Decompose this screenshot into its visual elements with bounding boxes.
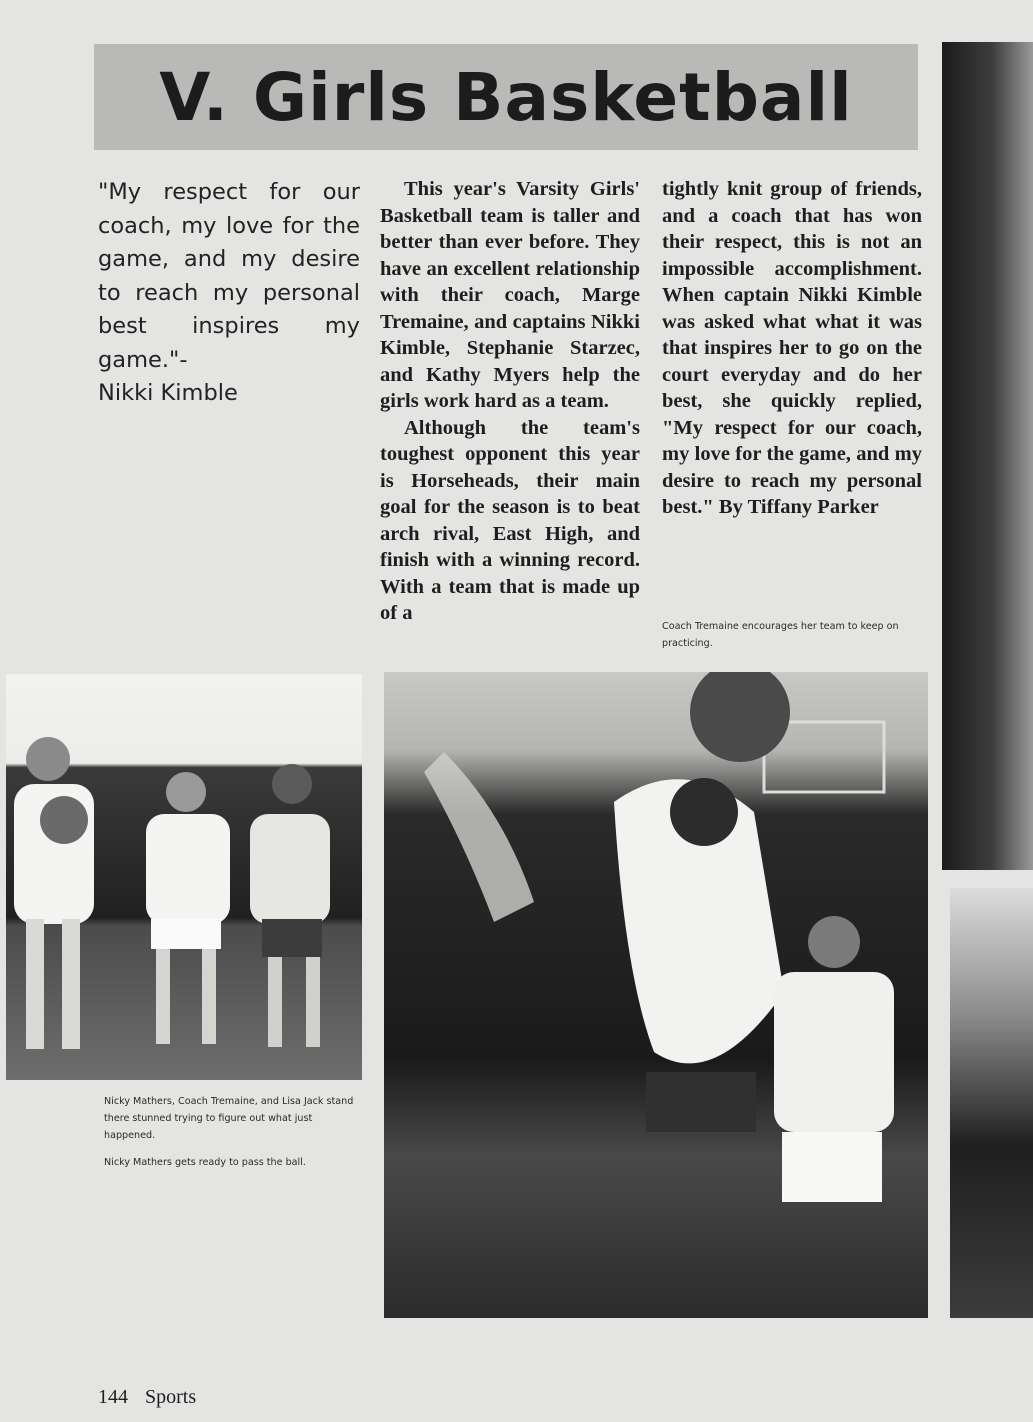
photo-caption-stunned: Nicky Mathers, Coach Tremaine, and Lisa Jack stand there stunned trying to figure out what just happened. [104, 1096, 354, 1141]
pull-quote [98, 176, 360, 411]
section-name: Sports [145, 1386, 197, 1408]
page-title: V. Girls Basketball [159, 58, 853, 136]
team-photo-standing [6, 674, 362, 1080]
article-paragraph: tightly knit group of friends, and a coach that has won their respect, this is not an impossible accomplishment. When captain Nikki Kimble was asked what what it was that inspires her to go on the court everyday and do her best, she quickly replied, "My respect for our coach, my love for the game, and my desire to reach my personal best." By Tiffany Parker [662, 178, 922, 518]
action-scene [384, 672, 928, 1318]
article-column-2 [662, 176, 922, 521]
page-number: 144 [98, 1386, 128, 1408]
players-silhouettes [6, 674, 362, 1080]
action-photo-shooting [384, 672, 928, 1318]
article-column-1 [380, 176, 640, 627]
page-folio [98, 1386, 196, 1409]
photo-caption-coach: Coach Tremaine encourages her team to keep on practicing. [662, 621, 899, 649]
pull-quote-text: "My respect for our coach, my love for the game, and my desire to reach my personal best inspires my game."- [98, 179, 360, 373]
pull-quote-attribution: Nikki Kimble [98, 380, 238, 406]
article-paragraph: Although the team's toughest opponent this year is Horseheads, their main goal for the season is to beat arch rival, East High, and finish with a winning record. With a team that is made up of a [380, 416, 640, 624]
bleachers-photo-edge [942, 42, 1033, 870]
article-paragraph: This year's Varsity Girls' Basketball team is taller and better than ever before. They have an excellent relationship with their coach, Marge Tremaine, and captains Nikki Kimble, Stephanie Starzec, and Kathy Myers help the girls work hard as a team. [380, 178, 640, 412]
gym-sign-photo-edge [950, 888, 1033, 1318]
photo-caption-pass: Nicky Mathers gets ready to pass the ball. [104, 1157, 306, 1168]
